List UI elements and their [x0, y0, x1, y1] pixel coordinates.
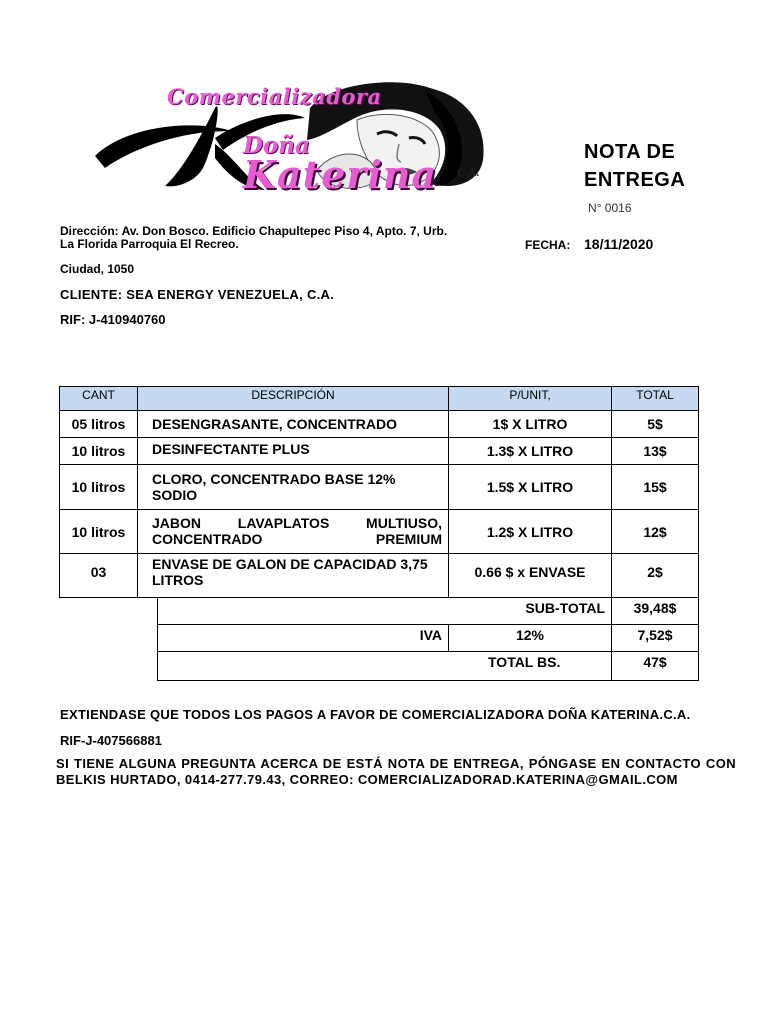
client-name: CLIENTE: SEA ENERGY VENEZUELA, C.A.	[60, 287, 335, 302]
column-header-punit: P/UNIT,	[448, 386, 612, 411]
column-header-cant: CANT	[59, 386, 138, 411]
address	[60, 225, 500, 251]
date-value: 18/11/2020	[584, 236, 654, 252]
iva-label: IVA	[157, 624, 449, 652]
table-cell-desc: DESENGRASANTE, CONCENTRADO	[137, 410, 449, 438]
table-cell-desc: CLORO, CONCENTRADO BASE 12% SODIO	[137, 464, 449, 510]
column-header-total: TOTAL	[611, 386, 699, 411]
total-label: TOTAL BS.	[157, 651, 612, 681]
table-cell-total: 2$	[611, 553, 699, 598]
table-cell-punit: 0.66 $ x ENVASE	[448, 553, 612, 598]
table-cell-cant: 05 litros	[59, 410, 138, 438]
table-cell-cant: 03	[59, 553, 138, 598]
logo-text-ca: C.A.	[457, 168, 480, 179]
logo-text-dona: Doña	[243, 132, 310, 159]
subtotal-value: 39,48$	[611, 597, 699, 625]
table-cell-total: 13$	[611, 437, 699, 465]
table-cell-cant: 10 litros	[59, 437, 138, 465]
column-header-descripcion: DESCRIPCIÓN	[137, 386, 449, 411]
city: Ciudad, 1050	[60, 262, 135, 276]
document-number: N° 0016	[588, 201, 632, 215]
table-cell-total: 15$	[611, 464, 699, 510]
table-cell-punit: 1.5$ X LITRO	[448, 464, 612, 510]
company-logo	[95, 78, 500, 197]
date-label: FECHA:	[525, 238, 571, 252]
title-line2: ENTREGA	[584, 169, 686, 191]
table-cell-punit: 1.2$ X LITRO	[448, 509, 612, 554]
document-title	[584, 138, 685, 194]
address-line2: La Florida Parroquia El Recreo.	[60, 237, 239, 251]
table-cell-total: 12$	[611, 509, 699, 554]
table-cell-desc: ENVASE DE GALON DE CAPACIDAD 3,75 LITROS	[137, 553, 449, 598]
company-rif: RIF-J-407566881	[60, 733, 162, 748]
items-table	[59, 386, 699, 682]
table-cell-total: 5$	[611, 410, 699, 438]
subtotal-label: SUB-TOTAL	[157, 597, 612, 625]
table-cell-cant: 10 litros	[59, 509, 138, 554]
payment-note: EXTIENDASE QUE TODOS LOS PAGOS A FAVOR DE COMERCIALIZADORA DOÑA KATERINA.C.A.	[60, 707, 691, 722]
table-cell-desc: DESINFECTANTE PLUS	[137, 437, 449, 465]
logo-text-katerina: Katerina	[243, 152, 438, 197]
contact-note: SI TIENE ALGUNA PREGUNTA ACERCA DE ESTÁ NOTA DE ENTREGA, PÓNGASE EN CONTACTO CON BELKIS HURTADO, 0414-277.79.43, CORREO: COMERCIALIZADORAD.KATERINA@GMAIL.COM	[56, 756, 736, 787]
table-cell-punit: 1$ X LITRO	[448, 410, 612, 438]
iva-rate: 12%	[448, 624, 612, 652]
table-cell-cant: 10 litros	[59, 464, 138, 510]
address-line1: Dirección: Av. Don Bosco. Edificio Chapultepec Piso 4, Apto. 7, Urb.	[60, 224, 448, 238]
table-cell-desc: JABON LAVAPLATOS MULTIUSO, CONCENTRADO PREMIUM	[137, 509, 449, 554]
total-value: 47$	[611, 651, 699, 681]
logo-text-comercializadora: Comercializadora	[167, 84, 382, 109]
title-line1: NOTA DE	[584, 141, 676, 163]
iva-value: 7,52$	[611, 624, 699, 652]
table-cell-punit: 1.3$ X LITRO	[448, 437, 612, 465]
client-rif: RIF: J-410940760	[60, 312, 166, 327]
